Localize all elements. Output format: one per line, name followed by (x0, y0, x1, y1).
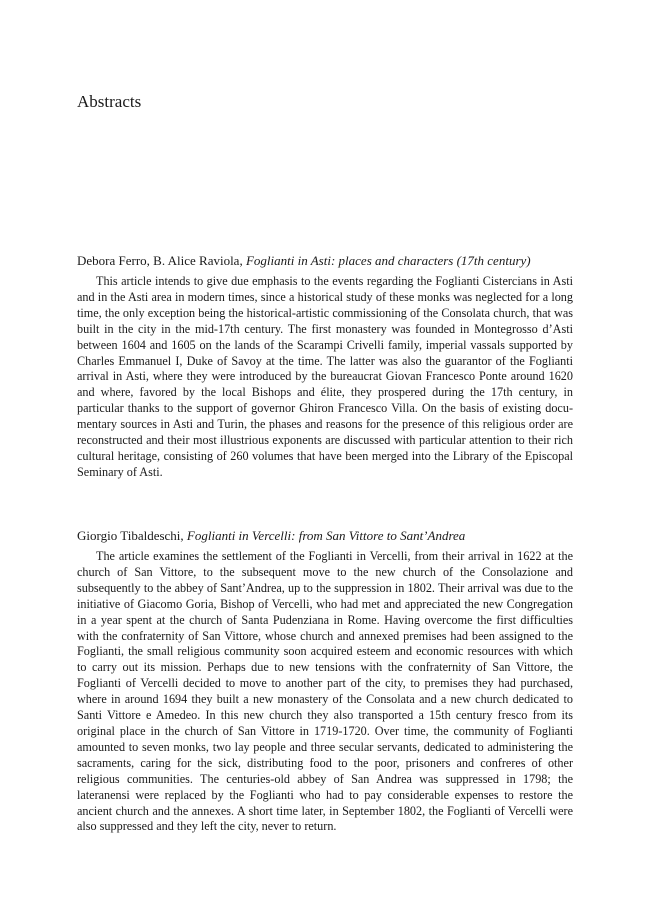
abstract-heading (77, 526, 573, 545)
section-title: Abstracts (77, 92, 142, 111)
abstract-body: The article examines the settlement of the Foglianti in Vercelli, from their arrival in 1622 at the church of San Vittore, to the subsequent move to the new church of the Consolazione and subsequently to the abbey of Sant’Andrea, up to the suppression in 1802. Their arrival was due to the initiative of Giacomo Goria, Bishop of Vercelli, who had met and appreciated the new Congregation in a year spent at the church of Santa Pudenziana in Rome. Having overcome the first difficulties with the confraternity of San Vittore, whose church and annexed premises had been assigned to the Foglianti, the small religious community soon acquired esteem and economic resources with which to carry out its mission. Perhaps due to new tensions with the confraternity of San Vittore, the Foglianti of Vercelli decided to move to another part of the city, to premises they had purchased, where in around 1694 they built a new monastery of the Consolata and a new church dedicated to Santi Vittore e Amedeo. In this new church they also transported a 15th century fresco from its original place in the church of San Vittore in 1719-1720. Over time, the community of Foglianti amounted to seven monks, two lay people and three secular servants, dedicated to administering the sacraments, caring for the sick, distributing food to the poor, prisoners and confreres of other religious communities. The centuries-old abbey of San Andrea was suppressed in 1798; the lateranensi were replaced by the Foglianti who had to pay considerable expenses to restore the ancient church and the annexes. A short time later, in September 1802, the Foglianti of Vercelli were also suppressed and they left the city, never to return. (77, 549, 573, 834)
abstract-heading (77, 251, 573, 270)
abstract-ferro-raviola (77, 251, 573, 481)
abstract-authors: Giorgio Tibaldeschi, (77, 528, 184, 543)
abstract-title: Foglianti in Asti: places and characters (17th century) (245, 253, 531, 268)
abstract-title: Foglianti in Vercelli: from San Vittore to Sant’Andrea (186, 528, 466, 543)
abstract-body: This article intends to give due emphasis to the events regarding the Foglianti Cistercians in Asti and in the Asti area in modern times, since a historical study of these monks was neglected for a long time, the only exception being the historical-artistic commissioning of the Consolata church, that was built in the city in the mid-17th century. The first monastery was founded in Montegrosso d’Asti between 1604 and 1605 on the lands of the Scarampi Crivelli family, imperial vassals supported by Charles Emmanuel I, Duke of Savoy at the time. The latter was also the guarantor of the Foglianti arrival in Asti, where they were introduced by the bureaucrat Giovan Francesco Ponte around 1620 and where, favored by the local Bishops and élite, they prospered during the 17th century, in particular thanks to the support of governor Ghiron Francesco Villa. On the basis of existing documentary sources in Asti and Turin, the phases and reasons for the presence of this religious order are reconstructed and their most illustrious exponents are discussed with particular attention to their rich cultural heritage, consisting of 260 volumes that have been merged into the Library of the Episcopal Seminary of Asti. (77, 274, 573, 479)
abstract-authors: Debora Ferro, B. Alice Raviola, (77, 253, 243, 268)
abstract-tibaldeschi (77, 526, 573, 835)
